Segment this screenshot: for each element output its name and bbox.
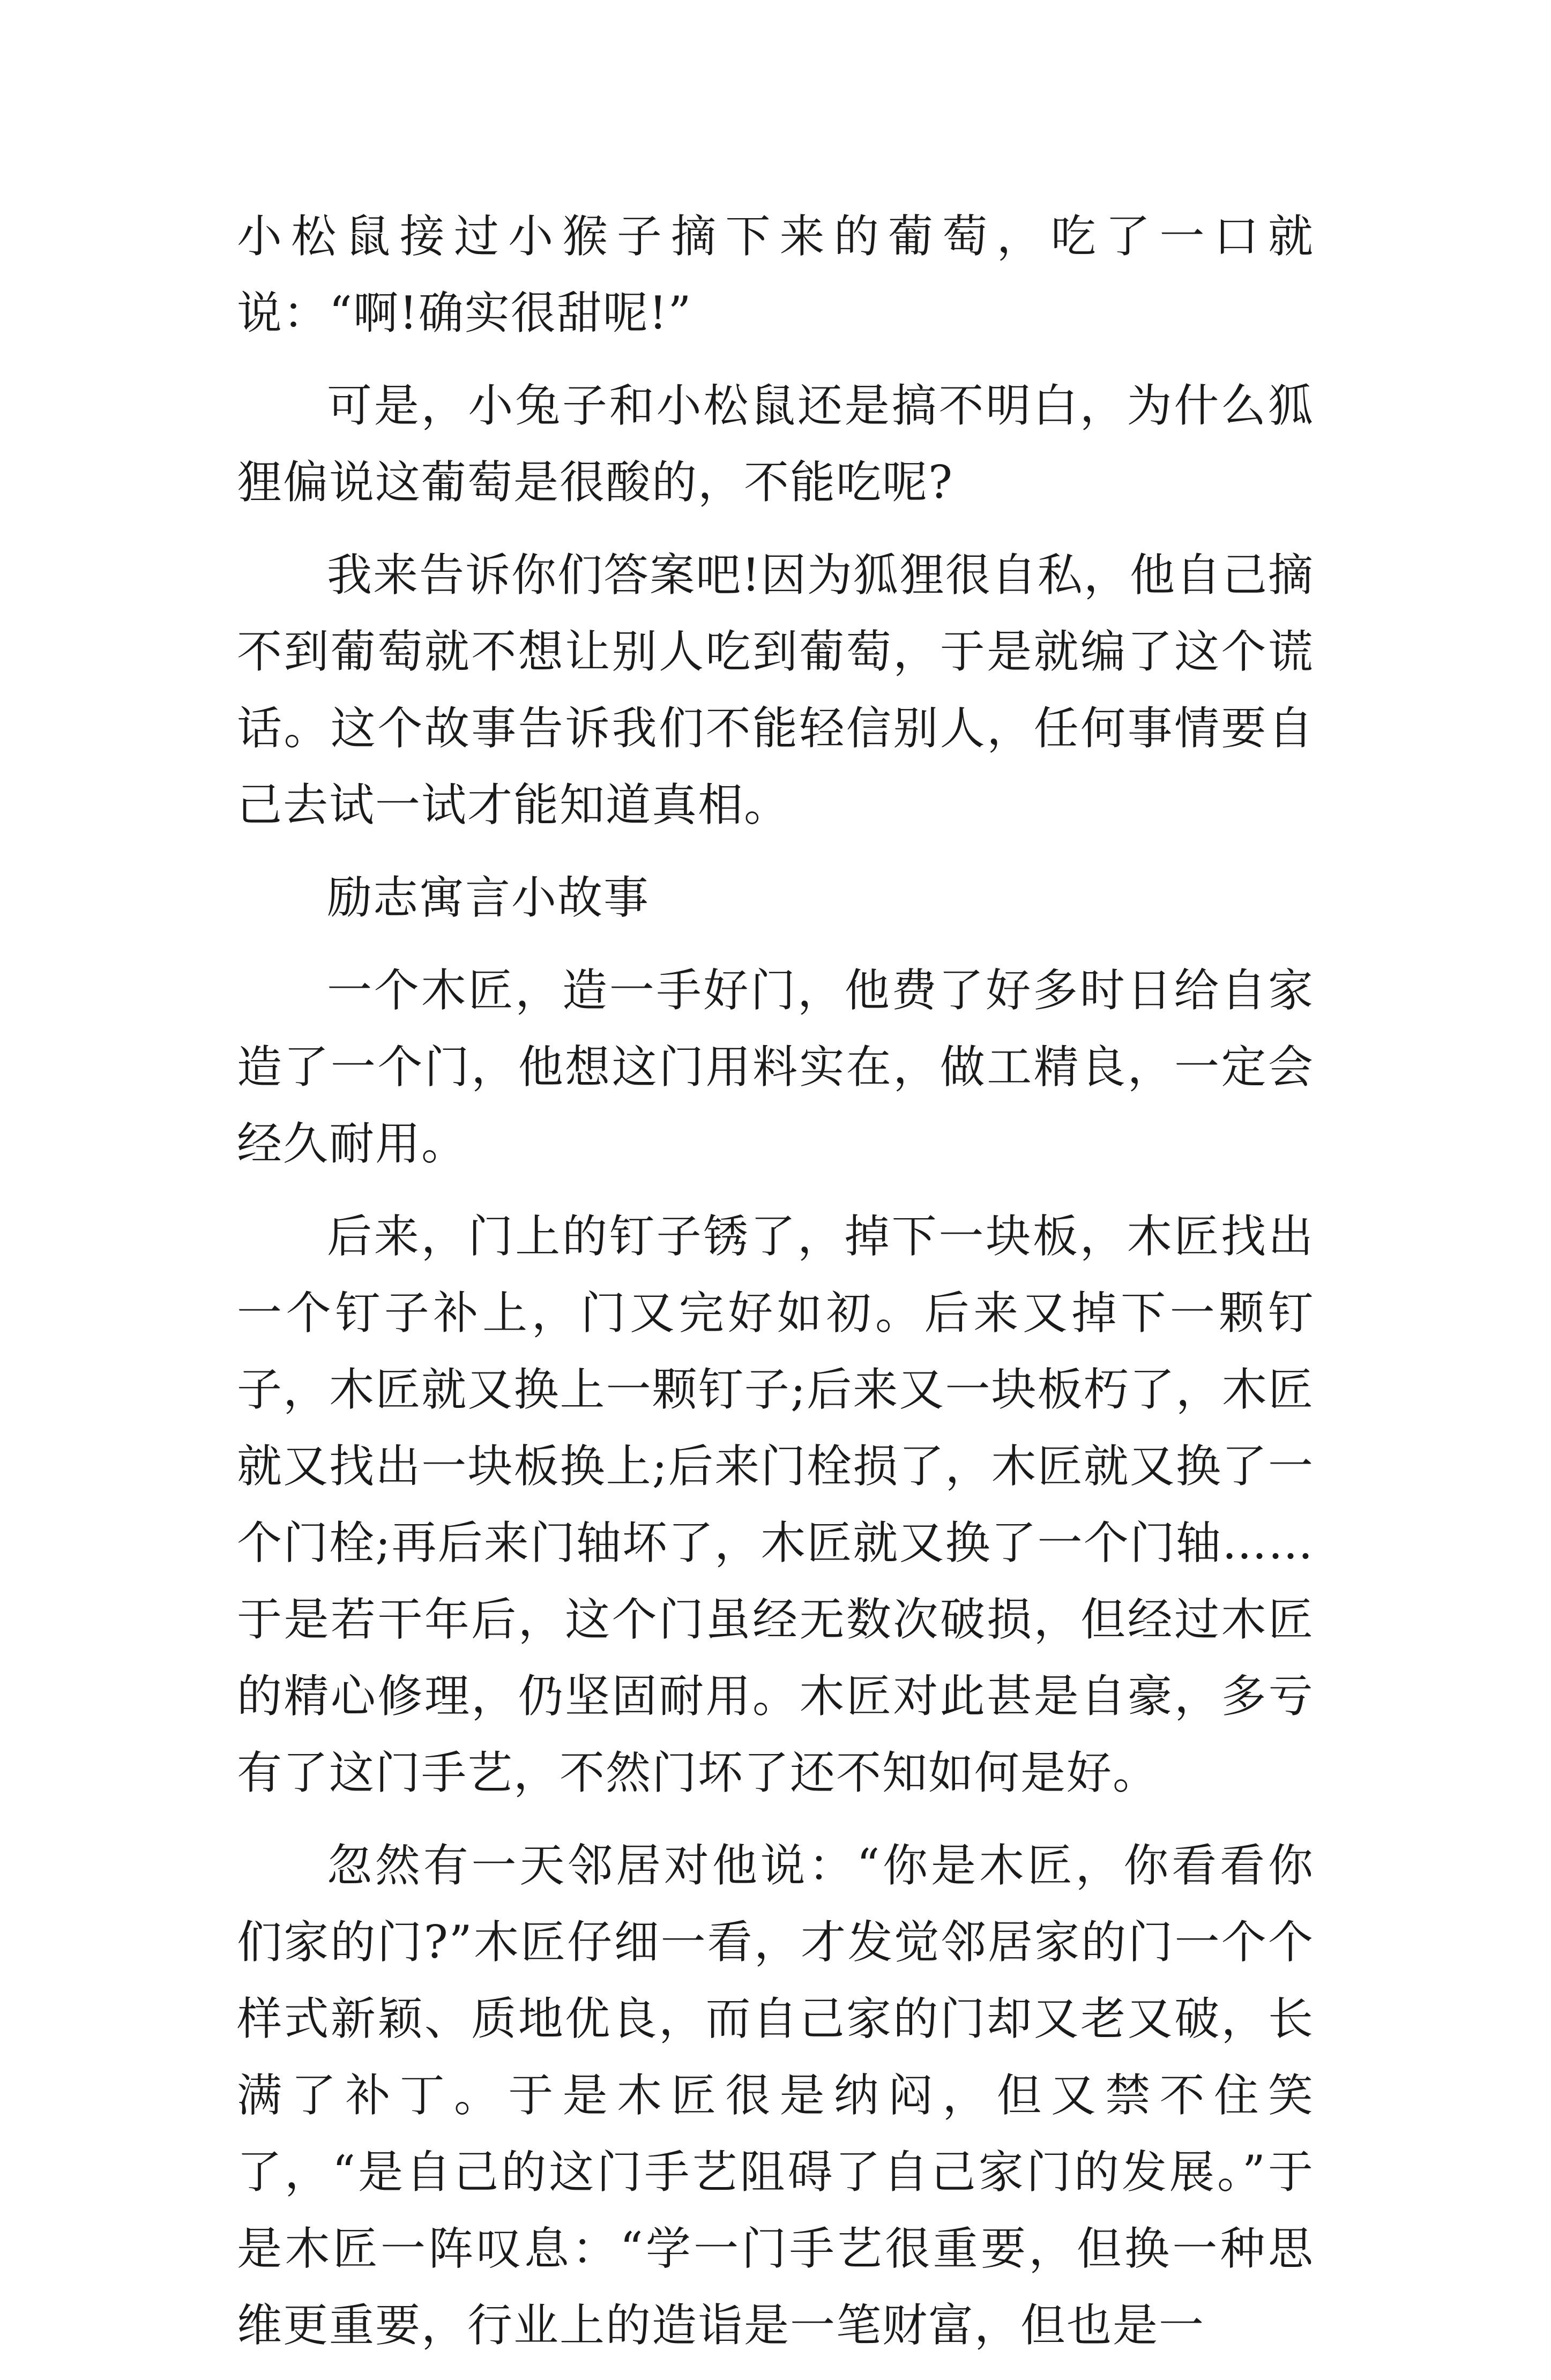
paragraph-4: 一个木匠，造一手好门，他费了好多时日给自家造了一个门，他想这门用料实在，做工精良，一定会经久耐用。 — [237, 964, 1314, 1170]
document-body — [237, 198, 1314, 2380]
paragraph-3: 我来告诉你们答案吧!因为狐狸很自私，他自己摘不到葡萄就不想让别人吃到葡萄，于是就编了这个谎话。这个故事告诉我们不能轻信别人，任何事情要自己去试一试才能知道真相。 — [237, 549, 1314, 831]
paragraph-2: 可是，小兔子和小松鼠还是搞不明白，为什么狐狸偏说这葡萄是很酸的，不能吃呢? — [237, 379, 1314, 509]
paragraph-1: 小松鼠接过小猴子摘下来的葡萄，吃了一口就说：“啊!确实很甜呢!” — [237, 210, 1314, 339]
paragraph-6: 忽然有一天邻居对他说：“你是木匠，你看看你们家的门?”木匠仔细一看，才发觉邻居家的门一个个样式新颖、质地优良，而自己家的门却又老又破，长满了补丁。于是木匠很是纳闷，但又禁不住笑了，“是自己的这门手艺阻碍了自己家门的发展。”于是木匠一阵叹息：“学一门手艺很重要，但换一种思维更重要，行业上的造诣是一笔财富，但也是一 — [237, 1839, 1314, 2352]
section-heading: 励志寓言小故事 — [327, 871, 650, 924]
paragraph-5: 后来，门上的钉子锈了，掉下一块板，木匠找出一个钉子补上，门又完好如初。后来又掉下一颗钉子，木匠就又换上一颗钉子;后来又一块板朽了，木匠就又找出一块板换上;后来门栓损了，木匠就又换了一个门栓;再后来门轴坏了，木匠就又换了一个门轴……于是若干年后，这个门虽经无数次破损，但经过木匠的精心修理，仍坚固耐用。木匠对此甚是自豪，多亏有了这门手艺，不然门坏了还不知如何是好。 — [237, 1210, 1314, 1799]
